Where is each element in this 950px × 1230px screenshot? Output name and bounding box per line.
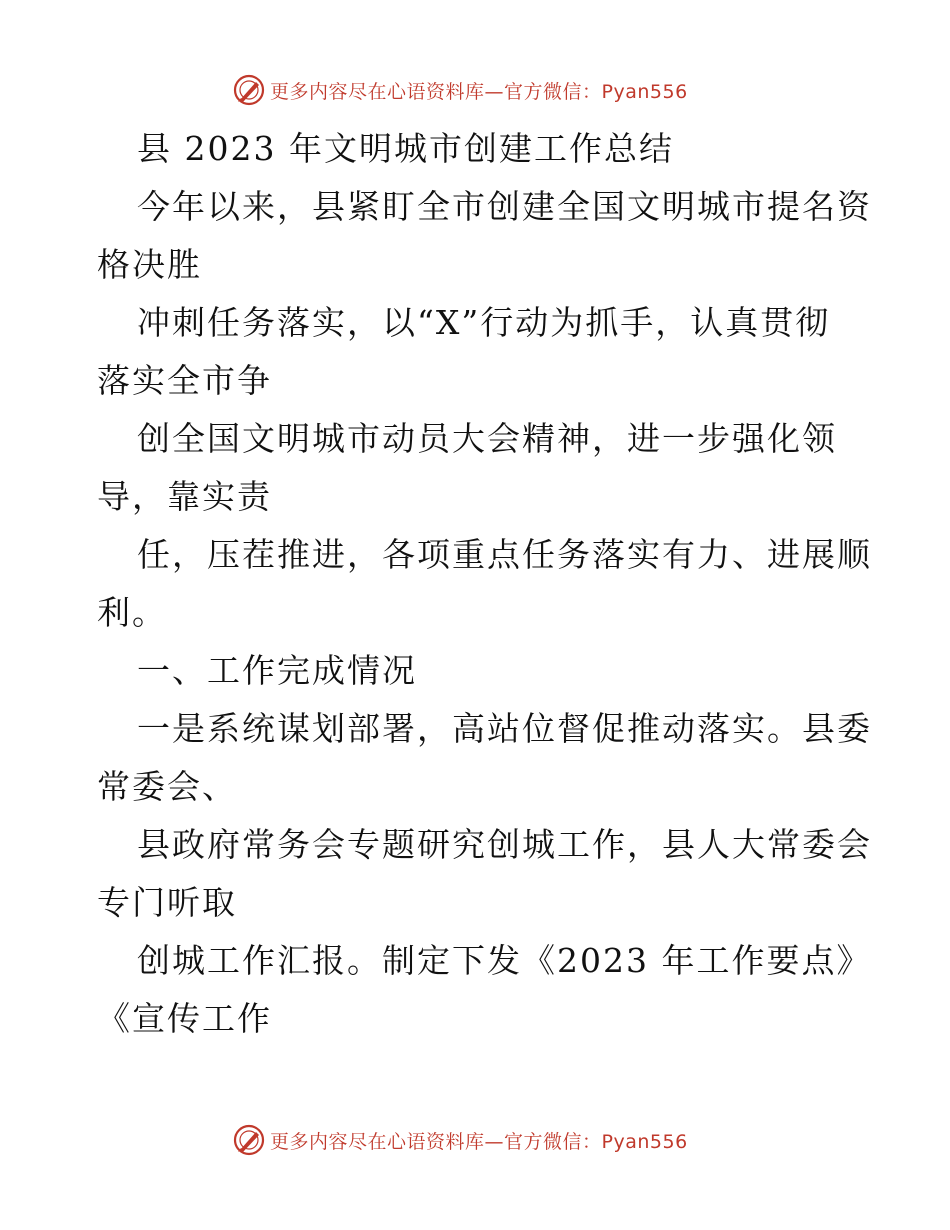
quill-logo-icon	[232, 73, 266, 107]
quill-logo-icon	[232, 1123, 266, 1157]
doc-line: 格决胜	[97, 245, 202, 284]
section-heading: 一、工作完成情况	[137, 651, 417, 690]
watermark-header	[232, 72, 688, 108]
doc-line: 《宣传工作	[97, 999, 272, 1038]
watermark-text: 更多内容尽在心语资料库—官方微信：Pyan556	[270, 80, 688, 103]
watermark-footer	[232, 1122, 688, 1158]
doc-line: 一是系统谋划部署，高站位督促推动落实。县委	[137, 709, 872, 748]
watermark-text: 更多内容尽在心语资料库—官方微信：Pyan556	[270, 1130, 688, 1153]
doc-line: 导，靠实责	[97, 477, 272, 516]
doc-line: 落实全市争	[97, 361, 272, 400]
doc-line: 创全国文明城市动员大会精神，进一步强化领	[137, 419, 837, 458]
doc-line: 利。	[97, 593, 167, 632]
document-body	[97, 120, 872, 1048]
doc-line: 常委会、	[97, 767, 237, 806]
doc-line: 专门听取	[97, 883, 237, 922]
doc-line: 县 2023 年文明城市创建工作总结	[137, 129, 674, 168]
doc-line: 冲刺任务落实，以“X”行动为抓手，认真贯彻	[137, 303, 831, 342]
doc-line: 创城工作汇报。制定下发《2023 年工作要点》	[137, 941, 872, 980]
doc-line: 县政府常务会专题研究创城工作，县人大常委会	[137, 825, 872, 864]
doc-line: 任，压茬推进，各项重点任务落实有力、进展顺	[137, 535, 872, 574]
doc-line: 今年以来，县紧盯全市创建全国文明城市提名资	[137, 187, 872, 226]
